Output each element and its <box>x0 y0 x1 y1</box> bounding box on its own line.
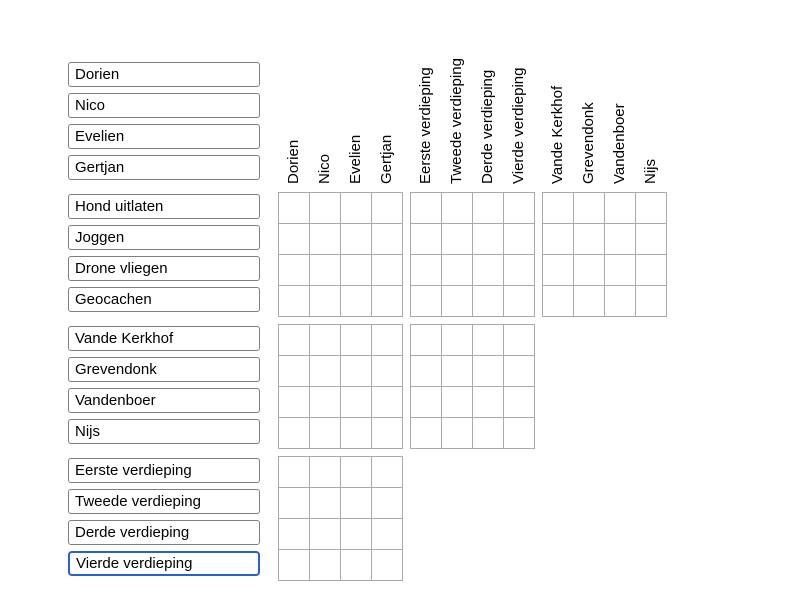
col-header-vandenboer: Vandenboer <box>611 103 628 184</box>
col-header-eerste-verdieping: Eerste verdieping <box>417 67 434 184</box>
grid-cell[interactable] <box>372 193 403 224</box>
grid-cell[interactable] <box>341 488 372 519</box>
grid-cell[interactable] <box>504 356 535 387</box>
grid-activities-surnames <box>542 192 667 317</box>
grid-cell[interactable] <box>411 255 442 286</box>
grid-cell[interactable] <box>341 519 372 550</box>
label-nijs[interactable]: Nijs <box>68 419 260 444</box>
grid-cell[interactable] <box>411 193 442 224</box>
grid-cell[interactable] <box>636 224 667 255</box>
grid-cell[interactable] <box>341 224 372 255</box>
label-drone-vliegen[interactable]: Drone vliegen <box>68 256 260 281</box>
grid-cell[interactable] <box>442 418 473 449</box>
grid-cell[interactable] <box>605 286 636 317</box>
grid-cell[interactable] <box>473 356 504 387</box>
grid-cell[interactable] <box>442 356 473 387</box>
grid-cell[interactable] <box>543 193 574 224</box>
grid-cell[interactable] <box>279 488 310 519</box>
grid-cell[interactable] <box>473 387 504 418</box>
col-header-grevendonk: Grevendonk <box>580 102 597 184</box>
grid-cell[interactable] <box>636 193 667 224</box>
grid-cell[interactable] <box>372 325 403 356</box>
grid-cell[interactable] <box>605 224 636 255</box>
label-joggen[interactable]: Joggen <box>68 225 260 250</box>
grid-cell[interactable] <box>442 193 473 224</box>
grid-cell[interactable] <box>279 193 310 224</box>
label-gertjan[interactable]: Gertjan <box>68 155 260 180</box>
grid-cell[interactable] <box>279 255 310 286</box>
grid-cell[interactable] <box>341 255 372 286</box>
grid-cell[interactable] <box>504 193 535 224</box>
grid-cell[interactable] <box>279 550 310 581</box>
col-header-tweede-verdieping: Tweede verdieping <box>448 58 465 184</box>
grid-cell[interactable] <box>543 286 574 317</box>
grid-cell[interactable] <box>473 286 504 317</box>
label-dorien[interactable]: Dorien <box>68 62 260 87</box>
grid-surnames-floors <box>410 324 535 449</box>
grid-cell[interactable] <box>310 356 341 387</box>
grid-cell[interactable] <box>636 255 667 286</box>
grid-cell[interactable] <box>310 255 341 286</box>
grid-cell[interactable] <box>473 224 504 255</box>
grid-cell[interactable] <box>574 224 605 255</box>
grid-cell[interactable] <box>574 255 605 286</box>
label-hond-uitlaten[interactable]: Hond uitlaten <box>68 194 260 219</box>
grid-cell[interactable] <box>411 224 442 255</box>
label-nico[interactable]: Nico <box>68 93 260 118</box>
col-header-derde-verdieping: Derde verdieping <box>479 69 496 184</box>
grid-cell[interactable] <box>279 418 310 449</box>
grid-cell[interactable] <box>372 356 403 387</box>
grid-cell[interactable] <box>372 224 403 255</box>
label-tweede-verdieping[interactable]: Tweede verdieping <box>68 489 260 514</box>
label-geocachen[interactable]: Geocachen <box>68 287 260 312</box>
grid-cell[interactable] <box>341 550 372 581</box>
grid-cell[interactable] <box>411 387 442 418</box>
grid-cell[interactable] <box>341 325 372 356</box>
grid-cell[interactable] <box>279 519 310 550</box>
grid-cell[interactable] <box>310 325 341 356</box>
label-vande-kerkhof[interactable]: Vande Kerkhof <box>68 326 260 351</box>
grid-cell[interactable] <box>442 387 473 418</box>
grid-cell[interactable] <box>372 550 403 581</box>
label-eerste-verdieping[interactable]: Eerste verdieping <box>68 458 260 483</box>
grid-cell[interactable] <box>504 255 535 286</box>
grid-cell[interactable] <box>605 255 636 286</box>
grid-cell[interactable] <box>473 325 504 356</box>
grid-cell[interactable] <box>411 356 442 387</box>
grid-cell[interactable] <box>574 193 605 224</box>
grid-cell[interactable] <box>411 418 442 449</box>
grid-cell[interactable] <box>504 286 535 317</box>
grid-cell[interactable] <box>341 457 372 488</box>
grid-floors-names <box>278 456 403 581</box>
grid-cell[interactable] <box>310 550 341 581</box>
grid-cell[interactable] <box>442 224 473 255</box>
grid-cell[interactable] <box>279 325 310 356</box>
grid-cell[interactable] <box>279 457 310 488</box>
col-header-nijs: Nijs <box>642 159 659 184</box>
grid-cell[interactable] <box>372 457 403 488</box>
grid-cell[interactable] <box>543 224 574 255</box>
grid-cell[interactable] <box>310 387 341 418</box>
col-header-nico: Nico <box>316 153 333 184</box>
grid-cell[interactable] <box>279 224 310 255</box>
grid-cell[interactable] <box>310 224 341 255</box>
grid-cell[interactable] <box>504 418 535 449</box>
grid-cell[interactable] <box>310 457 341 488</box>
label-evelien[interactable]: Evelien <box>68 124 260 149</box>
grid-cell[interactable] <box>279 286 310 317</box>
grid-cell[interactable] <box>504 224 535 255</box>
grid-cell[interactable] <box>473 193 504 224</box>
grid-cell[interactable] <box>341 356 372 387</box>
grid-cell[interactable] <box>372 286 403 317</box>
grid-cell[interactable] <box>442 325 473 356</box>
grid-cell[interactable] <box>310 519 341 550</box>
grid-cell[interactable] <box>279 356 310 387</box>
grid-cell[interactable] <box>442 286 473 317</box>
grid-cell[interactable] <box>504 387 535 418</box>
grid-cell[interactable] <box>310 193 341 224</box>
col-header-gertjan: Gertjan <box>378 134 395 184</box>
grid-cell[interactable] <box>372 418 403 449</box>
grid-cell[interactable] <box>543 255 574 286</box>
grid-cell[interactable] <box>411 325 442 356</box>
grid-cell[interactable] <box>341 193 372 224</box>
col-header-dorien: Dorien <box>285 139 302 184</box>
grid-cell[interactable] <box>574 286 605 317</box>
grid-cell[interactable] <box>473 418 504 449</box>
grid-activities-names <box>278 192 403 317</box>
grid-cell[interactable] <box>372 387 403 418</box>
label-vierde-verdieping[interactable]: Vierde verdieping <box>68 551 260 576</box>
grid-cell[interactable] <box>310 488 341 519</box>
grid-cell[interactable] <box>636 286 667 317</box>
grid-activities-floors <box>410 192 535 317</box>
grid-cell[interactable] <box>504 325 535 356</box>
grid-cell[interactable] <box>442 255 473 286</box>
grid-cell[interactable] <box>372 519 403 550</box>
grid-surnames-names <box>278 324 403 449</box>
grid-cell[interactable] <box>341 286 372 317</box>
col-header-vande-kerkhof: Vande Kerkhof <box>549 85 566 184</box>
col-header-vierde-verdieping: Vierde verdieping <box>510 67 527 184</box>
grid-cell[interactable] <box>310 418 341 449</box>
col-header-evelien: Evelien <box>347 134 364 184</box>
grid-cell[interactable] <box>372 255 403 286</box>
grid-cell[interactable] <box>341 418 372 449</box>
grid-cell[interactable] <box>310 286 341 317</box>
label-derde-verdieping[interactable]: Derde verdieping <box>68 520 260 545</box>
label-vandenboer[interactable]: Vandenboer <box>68 388 260 413</box>
grid-cell[interactable] <box>279 387 310 418</box>
grid-cell[interactable] <box>473 255 504 286</box>
label-grevendonk[interactable]: Grevendonk <box>68 357 260 382</box>
grid-cell[interactable] <box>372 488 403 519</box>
grid-cell[interactable] <box>605 193 636 224</box>
grid-cell[interactable] <box>341 387 372 418</box>
grid-cell[interactable] <box>411 286 442 317</box>
